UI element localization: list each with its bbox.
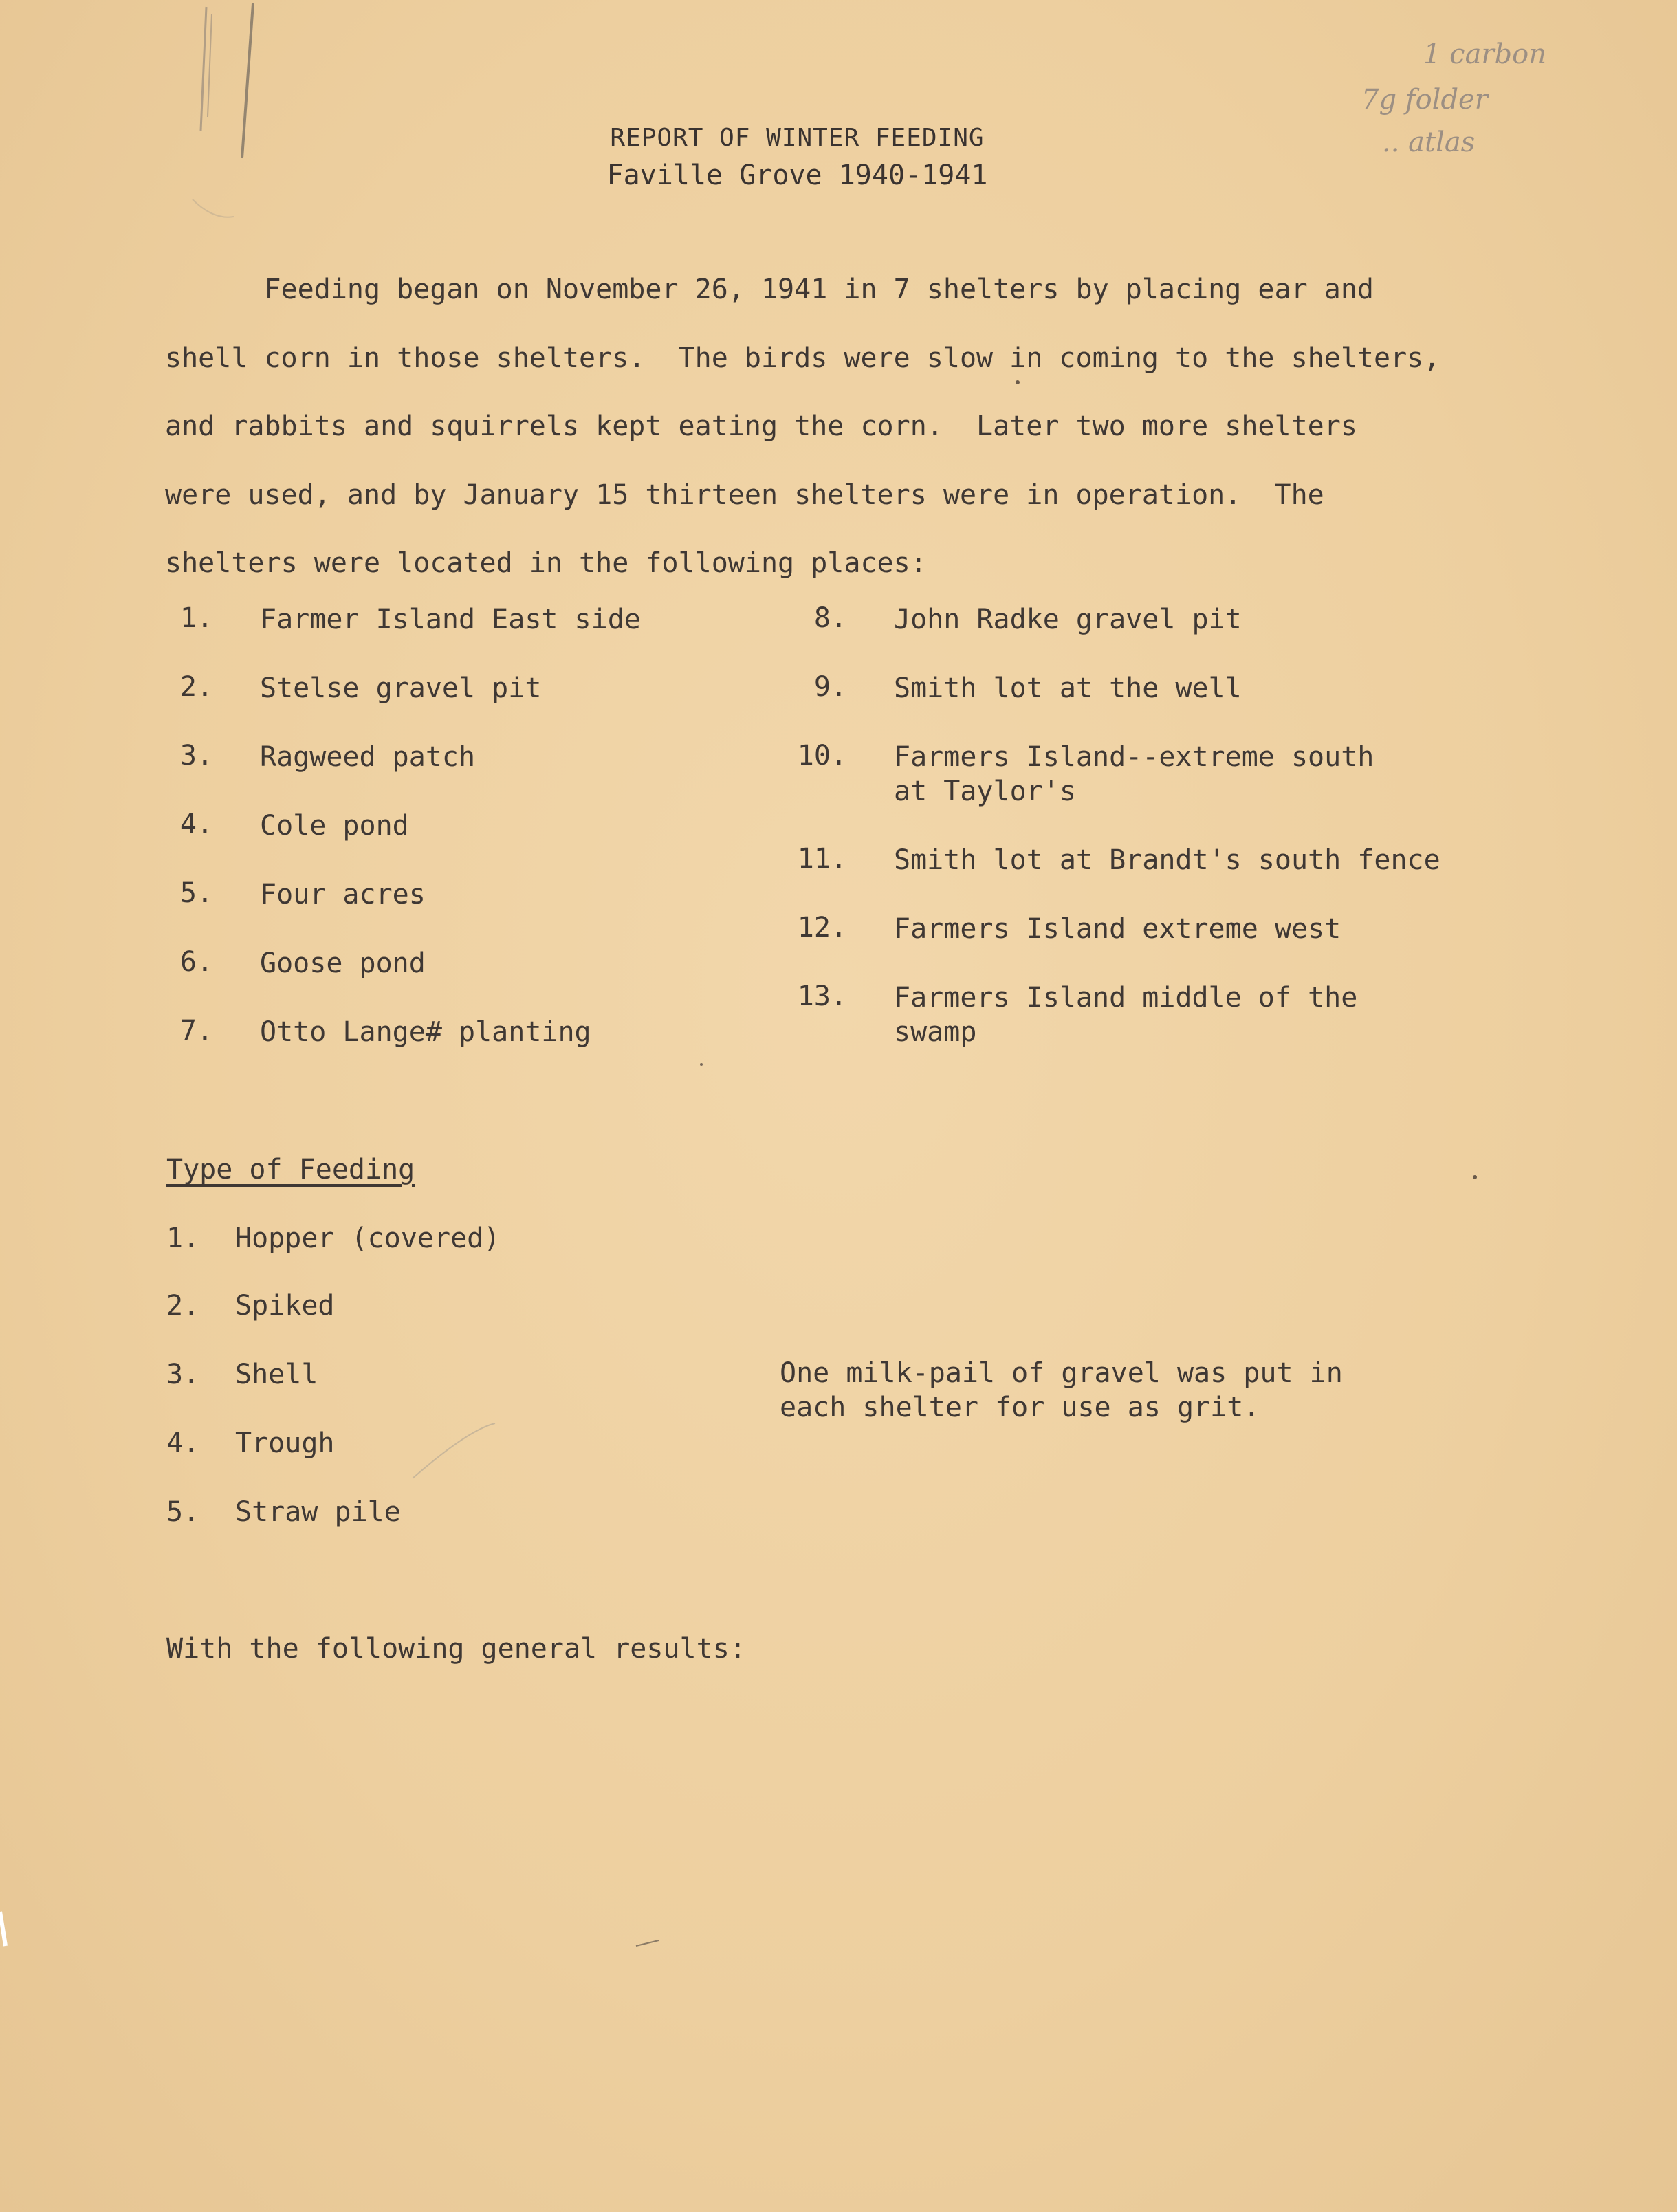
feeding-type-text: Hopper (covered) (235, 1223, 501, 1254)
location-text: John Radke gravel pit (894, 604, 1242, 635)
handwritten-note-line-3: .. atlas (1382, 127, 1476, 158)
location-text: Smith lot at the well (894, 672, 1242, 704)
intro-line: Feeding began on November 26, 1941 in 7 shelters by placing ear and (165, 274, 1374, 305)
feeding-type-number: 5. (166, 1496, 200, 1528)
location-number: 2. (179, 671, 213, 703)
feeding-type-number: 4. (166, 1427, 200, 1459)
grit-note: One milk-pail of gravel was put in each shelter for use as grit. (780, 1357, 1343, 1423)
feeding-type-text: Spiked (235, 1290, 335, 1322)
feeding-type-number: 1. (166, 1223, 200, 1254)
location-text: Otto Lange# planting (260, 1016, 591, 1048)
report-title: REPORT OF WINTER FEEDING (610, 124, 985, 152)
location-number: 8. (813, 602, 847, 634)
location-text: Ragweed patch (260, 741, 476, 773)
location-text: Stelse gravel pit (260, 672, 542, 704)
location-number: 6. (179, 946, 213, 978)
feeding-type-number: 3. (166, 1359, 200, 1390)
type-of-feeding-heading: Type of Feeding (166, 1154, 415, 1185)
feeding-type-number: 2. (166, 1290, 200, 1322)
location-text: Goose pond (260, 948, 426, 979)
handwritten-note-line-1: 1 carbon (1423, 39, 1546, 70)
location-number: 11. (797, 843, 847, 875)
location-number: 4. (179, 809, 213, 840)
location-number: 10. (797, 740, 847, 771)
handwritten-note-line-2: 7g folder (1361, 84, 1488, 116)
results-line: With the following general results: (166, 1633, 746, 1665)
location-text: Farmer Island East side (260, 604, 641, 635)
intro-line: and rabbits and squirrels kept eating the corn. Later two more shelters (165, 410, 1357, 442)
feeding-type-text: Straw pile (235, 1496, 401, 1528)
location-number: 7. (179, 1015, 213, 1047)
location-text: Farmers Island extreme west (894, 913, 1341, 945)
location-number: 9. (813, 671, 847, 703)
intro-line: shelters were located in the following places: (165, 547, 927, 579)
feeding-type-text: Trough (235, 1427, 335, 1459)
location-number: 12. (797, 912, 847, 943)
location-text: Farmers Island--extreme south at Taylor's (894, 741, 1374, 807)
location-number: 5. (179, 877, 213, 909)
intro-line: shell corn in those shelters. The birds were slow in coming to the shelters, (165, 342, 1440, 374)
location-text: Farmers Island middle of the swamp (894, 982, 1358, 1048)
location-number: 1. (179, 602, 213, 634)
feeding-type-text: Shell (235, 1359, 318, 1390)
location-text: Cole pond (260, 810, 409, 842)
location-number: 3. (179, 740, 213, 771)
intro-line: were used, and by January 15 thirteen shelters were in operation. The (165, 479, 1324, 511)
location-number: 13. (797, 981, 847, 1012)
report-subtitle: Faville Grove 1940-1941 (606, 160, 988, 191)
location-text: Smith lot at Brandt's south fence (894, 844, 1440, 876)
location-text: Four acres (260, 879, 426, 910)
